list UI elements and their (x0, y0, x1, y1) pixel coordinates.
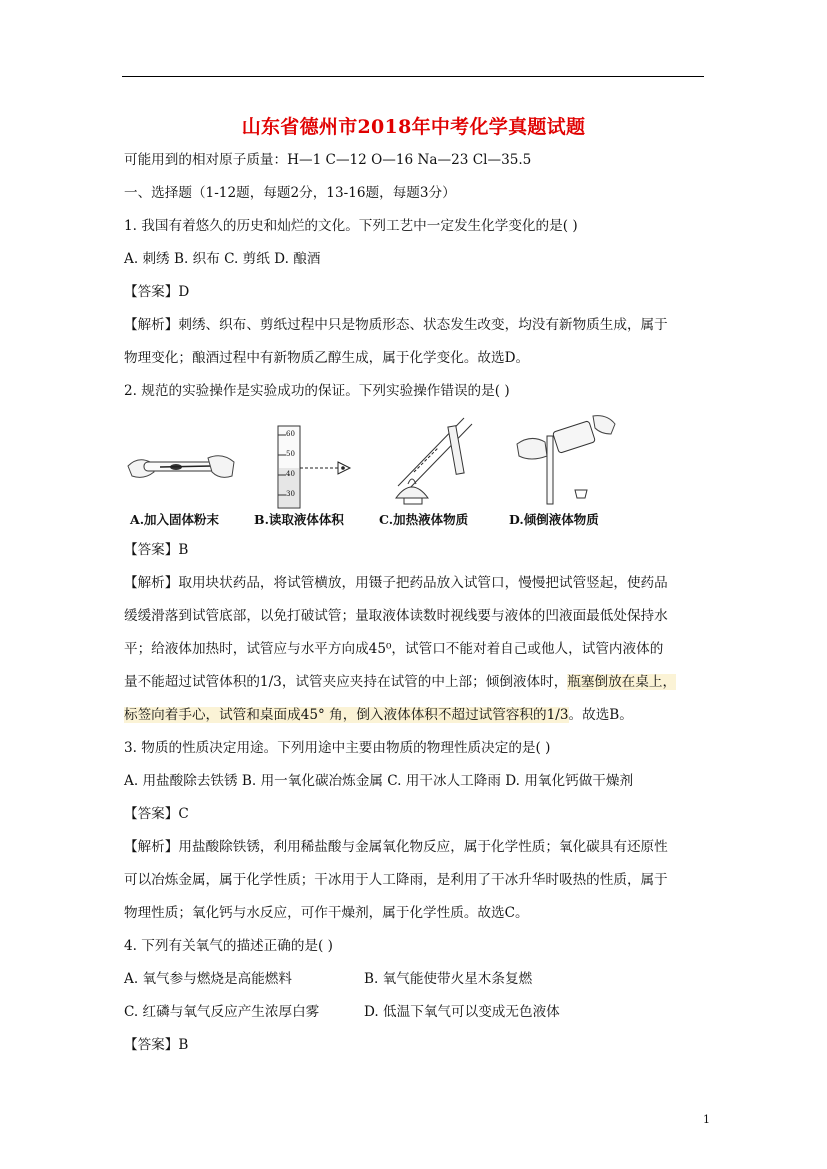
tick-label: 40 (286, 470, 295, 478)
caption-b: B.读取液体体积 (254, 512, 344, 527)
tick-label: 60 (286, 430, 295, 438)
q3-answer: 【答案】C (124, 806, 189, 822)
figure-a-image (124, 442, 239, 502)
highlighted-text: 标签向着手心，试管和桌面成45° 角，倒入液体体积不超过试管容积的1/3 (124, 707, 569, 723)
q3-stem: 3. 物质的性质决定用途。下列用途中主要由物质的物理性质决定的是( ) (124, 740, 551, 756)
q2-answer: 【答案】B (124, 542, 189, 558)
q4-stem: 4. 下列有关氧气的描述正确的是( ) (124, 938, 333, 954)
figure-d-image (509, 408, 624, 508)
figure-c-image (386, 412, 496, 510)
page-title: 山东省德州市2018年中考化学真题试题 (241, 116, 586, 138)
q4-option-b: B. 氧气能使带火星木条复燃 (364, 971, 533, 987)
atomic-masses: 可能用到的相对原子质量：H—1 C—12 O—16 Na—23 Cl—35.5 (124, 152, 532, 168)
q1-stem: 1. 我国有着悠久的历史和灿烂的文化。下列工艺中一定发生化学变化的是( ) (124, 218, 578, 234)
q2-analysis-line (124, 673, 676, 691)
figure-b-image (264, 422, 354, 510)
caption-c: C.加热液体物质 (379, 512, 469, 527)
header-rule (122, 76, 704, 77)
q1-options: A. 刺绣 B. 织布 C. 剪纸 D. 酿酒 (124, 251, 321, 267)
q2-figure (124, 402, 624, 530)
tick-label: 30 (286, 490, 295, 498)
caption-d: D.倾倒液体物质 (509, 512, 599, 527)
q2-analysis-text: 量不能超过试管体积的1/3，试管夹应夹持在试管的中上部；倾倒液体时， (124, 674, 568, 690)
q4-options-row (124, 1003, 560, 1021)
q3-analysis-line: 【解析】用盐酸除铁锈，利用稀盐酸与金属氧化物反应，属于化学性质；氧化碳具有还原性 (124, 839, 668, 855)
highlighted-text: 瓶塞倒放在桌上， (567, 674, 677, 690)
q4-options-row (124, 970, 532, 988)
q4-option-a: A. 氧气参与燃烧是高能燃料 (124, 971, 292, 987)
q3-analysis-line: 物理性质；氧化钙与水反应，可作干燥剂，属于化学性质。故选C。 (124, 905, 529, 921)
q3-analysis-line: 可以冶炼金属，属于化学性质；干冰用于人工降雨，是利用了干冰升华时吸热的性质，属于 (124, 872, 668, 888)
q1-analysis-line: 物理变化；酿酒过程中有新物质乙醇生成，属于化学变化。故选D。 (124, 350, 530, 366)
caption-a: A.加入固体粉末 (130, 512, 220, 527)
q4-option-d: D. 低温下氧气可以变成无色液体 (364, 1004, 560, 1020)
q2-analysis-line (124, 706, 633, 724)
q2-analysis-text: 。故选B。 (568, 707, 633, 723)
section-heading: 一、选择题（1-12题，每题2分，13-16题，每题3分） (124, 185, 456, 201)
q2-stem: 2. 规范的实验操作是实验成功的保证。下列实验操作错误的是( ) (124, 383, 510, 399)
q3-options: A. 用盐酸除去铁锈 B. 用一氧化碳冶炼金属 C. 用干冰人工降雨 D. 用氧化钙做干燥剂 (124, 773, 634, 789)
q2-analysis-line: 缓缓滑落到试管底部，以免打破试管；量取液体读数时视线要与液体的凹液面最低处保持水 (124, 608, 668, 624)
q4-answer: 【答案】B (124, 1037, 189, 1053)
q1-answer: 【答案】D (124, 284, 190, 300)
tick-label: 50 (286, 450, 295, 458)
q2-analysis-line: 【解析】取用块状药品，将试管横放，用镊子把药品放入试管口，慢慢把试管竖起，使药品 (124, 575, 668, 591)
q2-analysis-line: 平；给液体加热时，试管应与水平方向成45⁰，试管口不能对着自己或他人，试管内液体的 (124, 641, 664, 657)
page-number: 1 (703, 1113, 710, 1126)
q4-option-c: C. 红磷与氧气反应产生浓厚白雾 (124, 1004, 320, 1020)
q1-analysis-line: 【解析】刺绣、织布、剪纸过程中只是物质形态、状态发生改变，均没有新物质生成，属于 (124, 317, 668, 333)
